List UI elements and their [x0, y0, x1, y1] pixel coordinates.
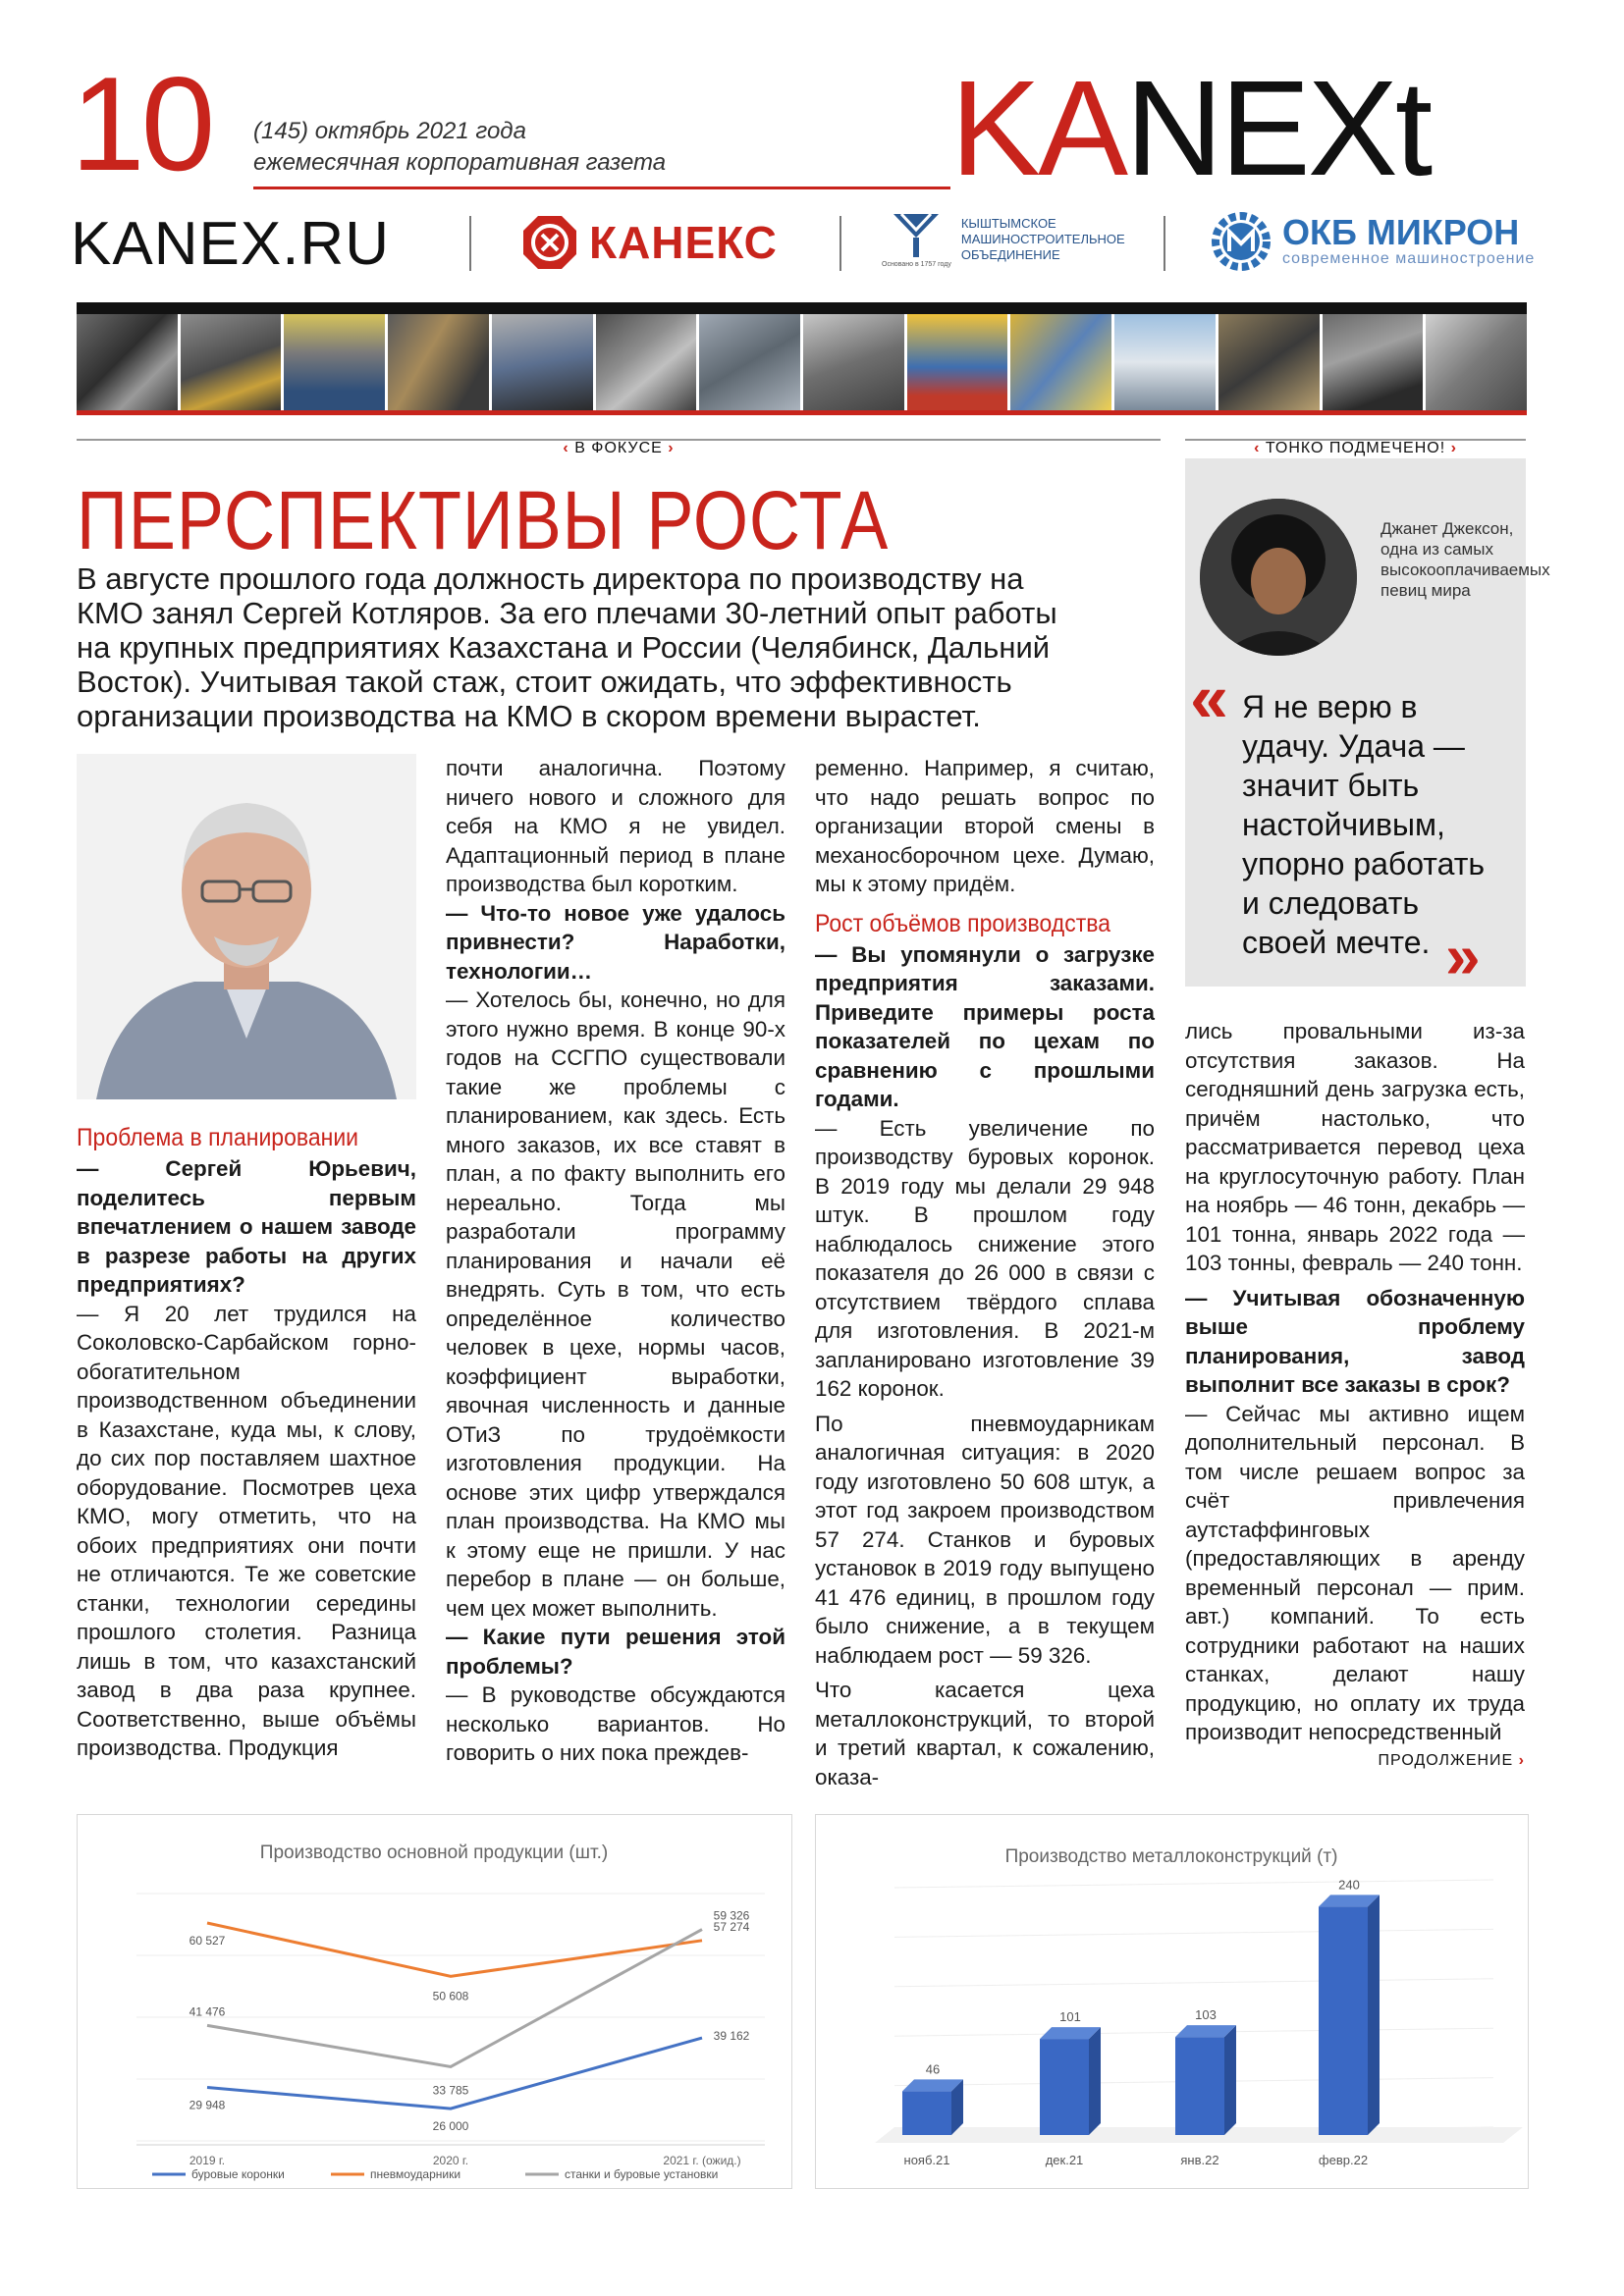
section-label-side: ‹ ТОНКО ПОДМЕЧЕНО! ›: [1254, 440, 1457, 456]
quote-caption: Джанет Джексон, одна из самых высокооплачиваемых певиц мира: [1380, 519, 1550, 600]
quote-text: Я не верю в удачу. Удача — значит быть настойчивым, упорно работать и следовать своей мечте.: [1242, 689, 1486, 960]
issue-description: ежемесячная корпоративная газета: [253, 149, 667, 176]
strip-photo: [1218, 314, 1320, 410]
interview-question: — Какие пути решения этой проблемы?: [446, 1625, 785, 1679]
gridline: [894, 1979, 1493, 1987]
data-label: 39 162: [713, 2029, 750, 2044]
strip-photo: [77, 314, 178, 410]
data-label: 50 608: [432, 1989, 469, 2003]
interview-answer: По пневмоударникам аналогичная ситуация: в 2020 году изготовлено 50 608 штук, а этот год закроем производством 57 274. Станков и буровых установок в 2019 году выпущено 41 476 единиц, в прошлом году было снижение, а в текущем наблюдаем рост — 59 326.: [815, 1411, 1155, 1668]
strip-photo: [181, 314, 282, 410]
interview-question: — Вы упомянули о загрузке предприятия заказами. Приведите примеры роста показателей по цехам по сравнению с прошлыми годами.: [815, 941, 1155, 1111]
photo-strip-bottom-bar: [77, 410, 1527, 415]
okb-logo-text: ОКБ МИКРОН: [1282, 212, 1520, 252]
section-label-side-text: ТОНКО ПОДМЕЧЕНО!: [1265, 440, 1446, 456]
data-label: 101: [1059, 2009, 1081, 2025]
x-tick-label: 2019 г.: [189, 2154, 226, 2167]
bar-chart-metal: [815, 1814, 1529, 2189]
article-column-4: [1185, 1017, 1525, 1747]
interview-question: — Сергей Юрьевич, поделитесь первым впечатлением о нашем заводе в разрезе работы на других предприятиях?: [77, 1156, 416, 1297]
section-label-focus: ‹ В ФОКУСЕ ›: [563, 440, 675, 456]
interview-answer: — Есть увеличение по производству буровых коронок. В 2019 году мы делали 29 948 штук. В прошлом году наблюдалось снижение этого показателя до 26 000 в связи с отсутствием твёрдого сплава для изготовления. В 2021-м запланировано изготовление 39 162 коронок.: [815, 1115, 1155, 1401]
x-tick-label: 2021 г. (ожид.): [663, 2154, 741, 2167]
bar: [1040, 2039, 1089, 2135]
article-column-3: [815, 754, 1155, 1791]
kmo-logo-subtitle: Основано в 1757 году: [882, 261, 951, 268]
header-rule: [253, 187, 950, 189]
interview-answer: лись провальными из-за отсутствия заказов. На сегодняшний день загрузка есть, причём настолько, что рассматривается перевод цеха на круглосуточную работу. План на ноябрь — 46 тонн, декабрь — 101 тонна, январь 2022 года — 103 тонны, февраль — 240 тонн.: [1185, 1019, 1525, 1275]
strip-photo: [699, 314, 800, 410]
quote-close-mark: »: [1445, 921, 1481, 991]
interview-question: — Что-то новое уже удалось привнести? Наработки, технологии…: [446, 900, 785, 984]
subheading-planning: Проблема в планировании: [77, 1124, 359, 1151]
data-label: 240: [1338, 1877, 1360, 1893]
data-label: 41 476: [189, 2004, 226, 2019]
gridline: [894, 1880, 1493, 1888]
portrait-person-icon: [77, 754, 416, 1099]
masthead-black: NEXt: [1125, 53, 1431, 204]
x-tick-label: янв.22: [1180, 2153, 1219, 2167]
bar-side: [1224, 2025, 1236, 2135]
bar: [1175, 2037, 1224, 2135]
strip-photo: [1114, 314, 1216, 410]
data-label: 57 274: [713, 1919, 750, 1934]
photo-strip-top-bar: [77, 302, 1527, 314]
logo-separator: [469, 216, 471, 271]
bar-chart-svg: [816, 1815, 1528, 2188]
subheading-growth: Рост объёмов производства: [815, 909, 1111, 937]
okb-logo-tagline: современное машиностроение: [1282, 250, 1536, 267]
strip-photo: [1426, 314, 1527, 410]
legend-entry: буровые коронки: [191, 2167, 285, 2181]
gridline: [894, 1929, 1493, 1937]
interview-answer: ременно. Например, я считаю, что надо решать вопрос по организации второй смены в механосборочном цехе. Думаю, мы к этому придём.: [815, 756, 1155, 896]
line-chart-production: [77, 1814, 792, 2189]
interview-question: — Учитывая обозначенную выше проблему планирования, завод выполнит все заказы в срок?: [1185, 1285, 1525, 1397]
article-lead: В августе прошлого года должность директора по производству на КМО занял Сергей Котляров. За его плечами 30-летний опыт работы на крупных предприятиях Казахстана и России (Челябинск, Дальний Восток). Учитывая такой стаж, стоит ожидать, что эффективность организации производства на КМО в скором времени вырастет.: [77, 561, 1057, 733]
interview-answer: — Хотелось бы, конечно, но для этого нужно время. В конце 90-х годов на ССГПО существовали такие же проблемы с планированием, как здесь. Есть много заказов, их все ставят в план, а по факту выполнить его нереально. Тогда мы разработали программу планирования и начали её внедрять. Суть в том, что есть определённое количество человек в цехе, нормы часов, коэффициент выработки, явочная численность и данные ОТиЗ по трудоёмкости изготовления продукции. На основе этих цифр утверждался план производства. На КМО мы к этому еще не пришли. У нас перебор в плане — он больше, чем цех может выполнить.: [446, 988, 785, 1621]
strip-photo: [284, 314, 385, 410]
issue-number: 10: [71, 49, 212, 198]
continue-link[interactable]: ПРОДОЛЖЕНИЕ ›: [1378, 1752, 1525, 1769]
quote-open-mark: «: [1190, 660, 1228, 736]
kanex-emblem-icon: [520, 213, 579, 272]
bar: [1319, 1906, 1368, 2135]
site-address[interactable]: KANEX.RU: [71, 210, 390, 278]
issue-info: [253, 116, 666, 179]
okb-logo: [1210, 210, 1535, 273]
strip-photo: [1323, 314, 1424, 410]
logo-separator: [839, 216, 841, 271]
photo-strip: [77, 314, 1527, 410]
quote-person-photo: [1200, 499, 1357, 656]
x-tick-label: нояб.21: [903, 2153, 950, 2167]
legend-entry: станки и буровые установки: [565, 2167, 719, 2181]
interview-answer: почти аналогична. Поэтому ничего нового и сложного для себя на КМО я не увидел. Адаптационный период в плане производства был коротким.: [446, 756, 785, 896]
bar-side: [1089, 2027, 1101, 2135]
x-tick-label: февр.22: [1318, 2153, 1369, 2167]
portrait-silhouette-icon: [1200, 499, 1357, 656]
kmo-logo-line3: ОБЪЕДИНЕНИЕ: [960, 246, 1060, 262]
issue-date: (145) октябрь 2021 года: [253, 118, 526, 144]
masthead-red: KA: [950, 53, 1126, 204]
section-label-focus-text: В ФОКУСЕ: [574, 440, 663, 456]
data-label: 46: [925, 2061, 941, 2077]
bar: [902, 2091, 951, 2135]
chart-title: Производство металлоконструкций (т): [1004, 1846, 1338, 1867]
strip-photo: [492, 314, 593, 410]
legend-entry: пневмоударники: [370, 2167, 461, 2181]
interview-answer: — Я 20 лет трудился на Соколовско-Сарбайском горно-обогатительном производственном объединении в Казахстане, куда мы, к слову, до сих пор поставляем шахтное оборудование. Посмотрев цеха КМО, могу отметить, что на обоих предприятиях они почти не отличаются. Те же советские станки, технологии середины прошлого столетия. Разница лишь в том, что казахстанский завод в два раза крупнее. Соответственно, выше объёмы производства. Продукция: [77, 1301, 416, 1760]
kmo-logo-line2: МАШИНОСТРОИТЕЛЬНОЕ: [960, 231, 1125, 246]
chart-title: Производство основной продукции (шт.): [259, 1842, 609, 1863]
strip-photo: [907, 314, 1008, 410]
data-label: 26 000: [432, 2119, 469, 2134]
strip-photo: [1010, 314, 1111, 410]
article-column-2: [446, 754, 785, 1768]
interviewee-photo: [77, 754, 416, 1099]
continue-text[interactable]: ПРОДОЛЖЕНИЕ: [1378, 1752, 1514, 1769]
kmo-emblem-icon: [890, 210, 943, 259]
x-tick-label: 2020 г.: [432, 2154, 469, 2167]
data-label: 33 785: [432, 2083, 469, 2098]
okb-gear-icon: [1210, 210, 1272, 273]
series-line: [207, 2038, 702, 2109]
kmo-logo: [882, 210, 1125, 268]
data-label: 59 326: [713, 1908, 750, 1923]
interview-answer: — Сейчас мы активно ищем дополнительный персонал. В том числе решаем вопрос за счёт привлечения аутстаффинговых (предоставляющих в аренду временный персонал — прим. авт.) компаний. То есть сотрудники работают на наших станках, делают нашу продукцию, но оплату их труда производит непосредственный: [1185, 1401, 1525, 1744]
interview-answer: — В руководстве обсуждаются несколько вариантов. Но говорить о них пока преждев-: [446, 1682, 785, 1765]
kmo-logo-line1: КЫШТЫМСКОЕ: [960, 215, 1056, 231]
strip-photo: [803, 314, 904, 410]
data-label: 60 527: [189, 1933, 226, 1948]
logo-separator: [1164, 216, 1165, 271]
strip-photo: [388, 314, 489, 410]
data-label: 29 948: [189, 2098, 226, 2112]
kanex-logo: [520, 210, 778, 275]
line-chart-svg: [78, 1815, 791, 2188]
kmo-logo-text: [961, 216, 1125, 263]
series-line: [207, 1923, 702, 1976]
strip-photo: [596, 314, 697, 410]
article-headline: ПЕРСПЕКТИВЫ РОСТА: [77, 474, 890, 566]
data-label: 103: [1195, 2007, 1217, 2023]
masthead-logo: [950, 53, 1431, 204]
x-tick-label: дек.21: [1045, 2153, 1084, 2167]
article-column-1: [77, 1113, 416, 1763]
interview-answer: Что касается цеха металлоконструкций, то второй и третий квартал, к сожалению, оказа-: [815, 1678, 1155, 1789]
bar-side: [1368, 1895, 1380, 2135]
kanex-logo-text: КАНЕКС: [589, 217, 778, 268]
